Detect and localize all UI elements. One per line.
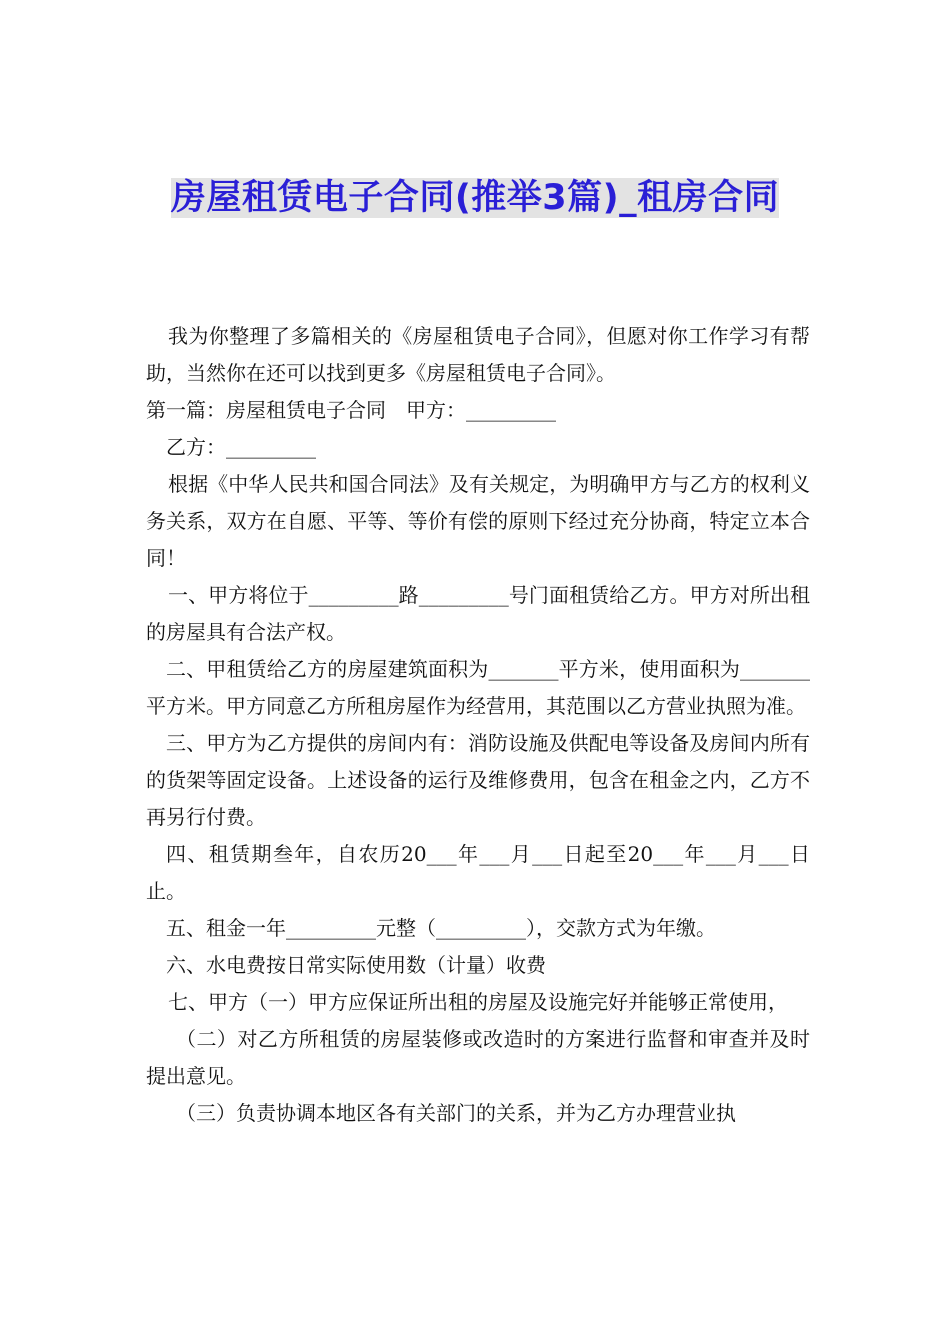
clause-7-item-3: （三）负责协调本地区各有关部门的关系，并为乙方办理营业执 [176,1101,736,1125]
clause-1: 一、甲方将位于_________路_________号门面租赁给乙方。甲方对所出租的房屋具有合法产权。 [146,583,810,644]
document-title: 房屋租赁电子合同(推举3篇)_租房合同 [170,178,780,218]
document-body [146,318,810,1132]
clause-4: 四、租赁期叁年，自农历20___年___月___日起至20___年___月___日止。 [146,842,810,903]
title-block [150,172,800,224]
preamble-paragraph: 根据《中华人民共和国合同法》及有关规定，为明确甲方与乙方的权利义务关系，双方在自愿、平等、等价有偿的原则下经过充分协商，特定立本合同！ [146,472,810,570]
clause-3: 三、甲方为乙方提供的房间内有：消防设施及供配电等设备及房间内所有的货架等固定设备。上述设备的运行及维修费用，包含在租金之内，乙方不再另行付费。 [146,731,810,829]
clause-2: 二、甲租赁给乙方的房屋建筑面积为_______平方米，使用面积为_______平方米。甲方同意乙方所租房屋作为经营用，其范围以乙方营业执照为准。 [146,657,810,718]
intro-paragraph: 我为你整理了多篇相关的《房屋租赁电子合同》，但愿对你工作学习有帮助，当然你在还可以找到更多《房屋租赁电子合同》。 [146,324,810,385]
clause-7-item-2: （二）对乙方所租赁的房屋装修或改造时的方案进行监督和审查并及时提出意见。 [146,1027,810,1088]
clause-5: 五、租金一年_________元整（_________），交款方式为年缴。 [166,916,716,940]
clause-6: 六、水电费按日常实际使用数（计量）收费 [166,953,546,977]
chapter-heading: 第一篇：房屋租赁电子合同 甲方：_________ [146,398,556,422]
party-b-line: 乙方：_________ [166,435,316,459]
clause-7: 七、甲方（一）甲方应保证所出租的房屋及设施完好并能够正常使用， [168,990,788,1014]
